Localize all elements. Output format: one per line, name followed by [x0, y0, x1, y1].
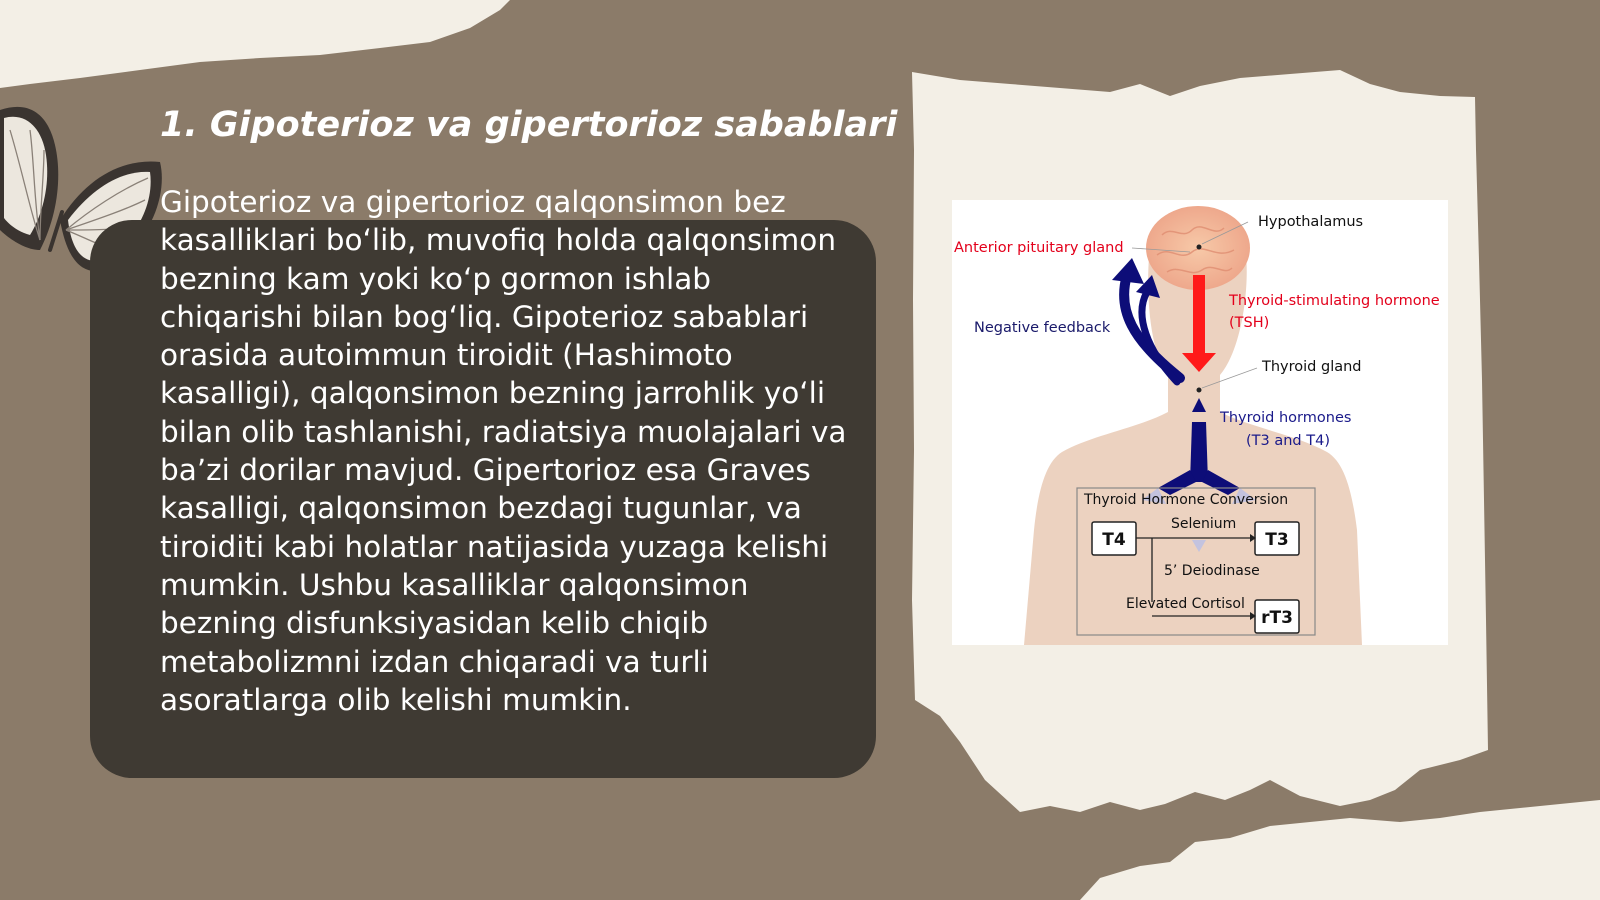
slide-title: 1. Gipoterioz va gipertorioz sabablari: [160, 105, 898, 145]
label-tsh-2: (TSH): [1229, 315, 1270, 331]
label-conversion-title: Thyroid Hormone Conversion: [1084, 492, 1289, 508]
label-hypothalamus: Hypothalamus: [1258, 214, 1364, 230]
label-cortisol: Elevated Cortisol: [1126, 596, 1245, 612]
label-thyroid-hormones-2: (T3 and T4): [1246, 433, 1330, 449]
torn-paper-bottom-right: [1080, 800, 1600, 900]
label-selenium: Selenium: [1171, 516, 1237, 532]
label-thyroid-hormones-1: Thyroid hormones: [1220, 410, 1352, 426]
label-anterior-pituitary: Anterior pituitary gland: [954, 240, 1124, 256]
label-rt3: rT3: [1261, 608, 1293, 628]
label-t3: T3: [1265, 530, 1289, 550]
pituitary-dot: [1197, 245, 1202, 250]
torn-paper-top-left: [0, 0, 510, 88]
thyroid-dot: [1197, 388, 1202, 393]
thyroid-axis-diagram: [952, 200, 1448, 645]
label-thyroid-gland: Thyroid gland: [1262, 359, 1362, 375]
label-t4: T4: [1102, 530, 1126, 550]
label-negative-feedback: Negative feedback: [974, 320, 1111, 336]
label-tsh-1: Thyroid-stimulating hormone: [1229, 293, 1440, 309]
label-deiodinase: 5’ Deiodinase: [1164, 563, 1260, 579]
slide-body-text: Gipoterioz va gipertorioz qalqonsimon bez kasalliklari bo‘lib, muvofiq holda qalqonsimon bezning kam yoki ko‘p gormon ishlab chiqarishi bilan bog‘liq. Gipoterioz sabablari orasida autoimmun tiroidit (Hashimoto kasalligi), qalqonsimon bezning jarrohlik yo‘li bilan olib tashlanishi, radiatsiya muolajalari va ba’zi dorilar mavjud. Gipertorioz esa Graves kasalligi, qalqonsimon bezdagi tugunlar, va tiroiditi kabi holatlar natijasida yuzaga kelishi mumkin. Ushbu kasalliklar qalqonsimon bezning disfunksiyasidan kelib chiqib metabolizmni izdan chiqaradi va turli asoratlarga olib kelishi mumkin.: [160, 185, 847, 717]
